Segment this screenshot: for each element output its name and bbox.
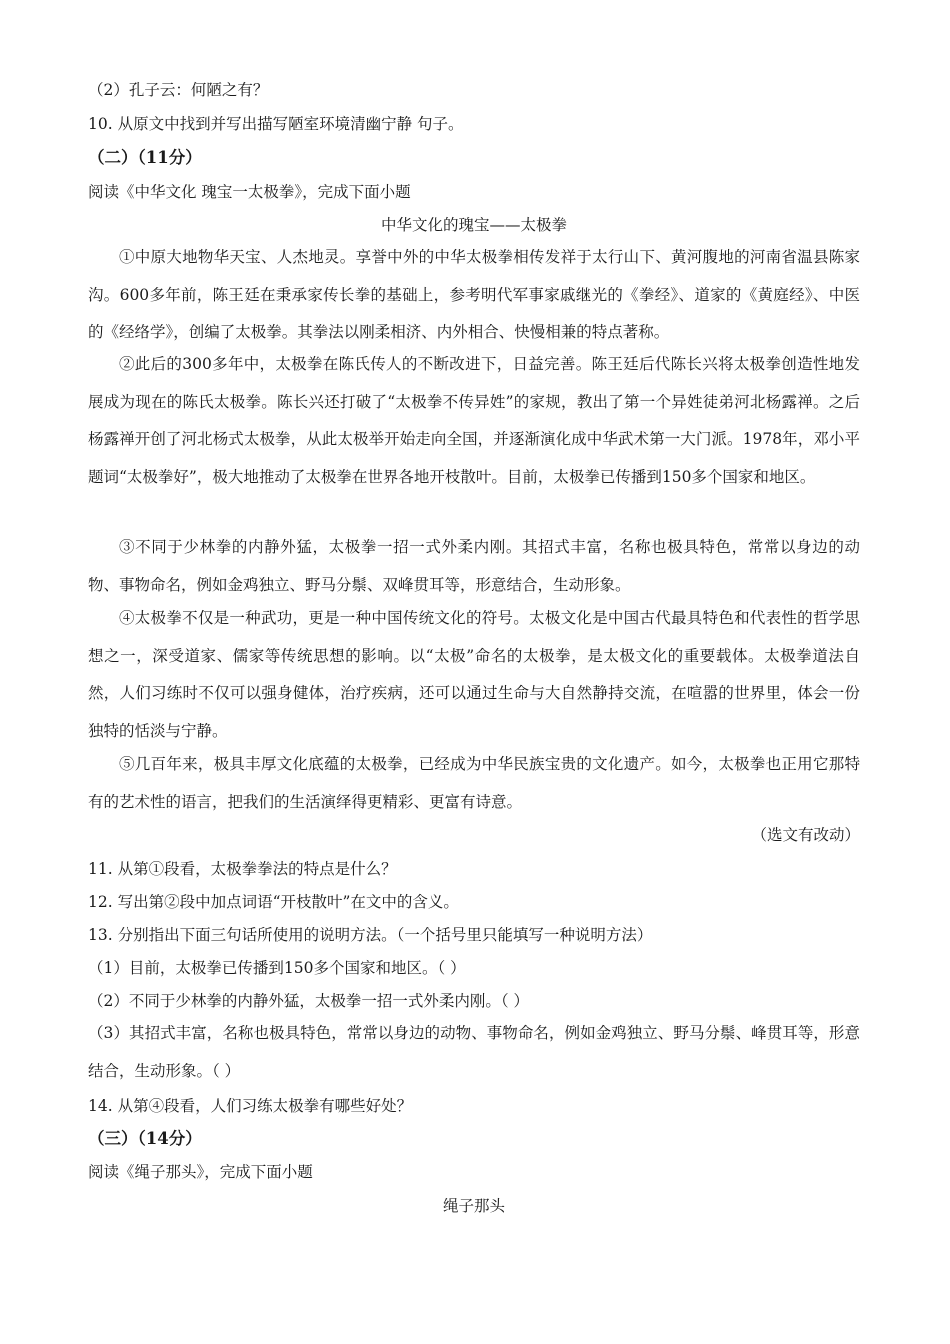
source-note: （选文有改动）: [751, 826, 860, 844]
question-13-part-2: （2）不同于少林拳的内静外猛，太极拳一招一式外柔内刚。（ ）: [88, 992, 530, 1010]
paragraph-2: ②此后的300多年中，太极拳在陈氏传人的不断改进下，日益完善。陈王廷后代陈长兴将太极拳创造性地发展成为现在的陈氏太极拳。陈长兴还打破了“太极拳不传异姓”的家规，教出了第一个异姓徒弟河北杨露禅。之后杨露禅开创了河北杨式太极拳，从此太极举开始走向全国，并逐渐演化成中华武术第一大门派。1978年，邓小平题词“太极拳好”，极大地推动了太极拳在世界各地开枝散叶。目前，太极拳已传播到150多个国家和地区。: [88, 355, 860, 486]
paragraph-3: ③不同于少林拳的内静外猛，太极拳一招一式外柔内刚。其招式丰富，名称也极具特色，常常以身边的动物、事物命名，例如金鸡独立、野马分鬃、双峰贯耳等，形意结合，生动形象。: [88, 538, 860, 594]
article-title-taiji: 中华文化的瑰宝——太极拳: [380, 216, 567, 234]
reading-instruction-2: 阅读《中华文化 瑰宝一太极拳》，完成下面小题: [88, 183, 411, 201]
question-12: 12. 写出第②段中加点词语“开枝散叶”在文中的含义。: [88, 893, 459, 911]
question-14: 14. 从第④段看，人们习练太极拳有哪些好处？: [88, 1097, 413, 1115]
question-11: 11. 从第①段看，太极拳拳法的特点是什么？: [88, 860, 397, 878]
question-13-part-1: （1）目前，太极拳已传播到150多个国家和地区。（ ）: [88, 959, 466, 977]
reading-instruction-3: 阅读《绳子那头》，完成下面小题: [88, 1163, 313, 1181]
paragraph-1: ①中原大地物华天宝、人杰地灵。享誉中外的中华太极拳相传发祥于太行山下、黄河腹地的河南省温县陈家沟。600多年前，陈王廷在秉承家传长拳的基础上，参考明代军事家戚继光的《拳经》、道家的《黄庭经》、中医的《经络学》，创编了太极拳。其拳法以刚柔相济、内外相合、快慢相兼的特点著称。: [88, 248, 860, 341]
question-10: 10. 从原文中找到并写出描写陋室环境清幽宁静 句子。: [88, 115, 464, 133]
article-title-rope: 绳子那头: [442, 1197, 505, 1215]
section-3-heading: （三）（14分）: [88, 1129, 202, 1148]
question-13-part-3: （3）其招式丰富，名称也极具特色，常常以身边的动物、事物命名，例如金鸡独立、野马分鬃、峰贯耳等，形意结合，生动形象。（ ）: [88, 1024, 860, 1080]
paragraph-5: ⑤几百年来，极具丰厚文化底蕴的太极拳，已经成为中华民族宝贵的文化遗产。如今，太极拳也正用它那特有的艺术性的语言，把我们的生活演绎得更精彩、更富有诗意。: [88, 755, 860, 811]
section-2-heading: （二）（11分）: [88, 148, 202, 167]
paragraph-4: ④太极拳不仅是一种武功，更是一种中国传统文化的符号。太极文化是中国古代最具特色和代表性的哲学思想之一，深受道家、儒家等传统思想的影响。以“太极”命名的太极拳，是太极文化的重要载体。太极拳道法自然，人们习练时不仅可以强身健体，治疗疾病，还可以通过生命与大自然静持交流，在喧嚣的世界里，体会一份独特的恬淡与宁静。: [88, 609, 860, 740]
question-9-part-2: （2）孔子云：何陋之有？: [88, 81, 269, 99]
question-13: 13. 分别指出下面三句话所使用的说明方法。（一个括号里只能填写一种说明方法）: [88, 926, 653, 944]
